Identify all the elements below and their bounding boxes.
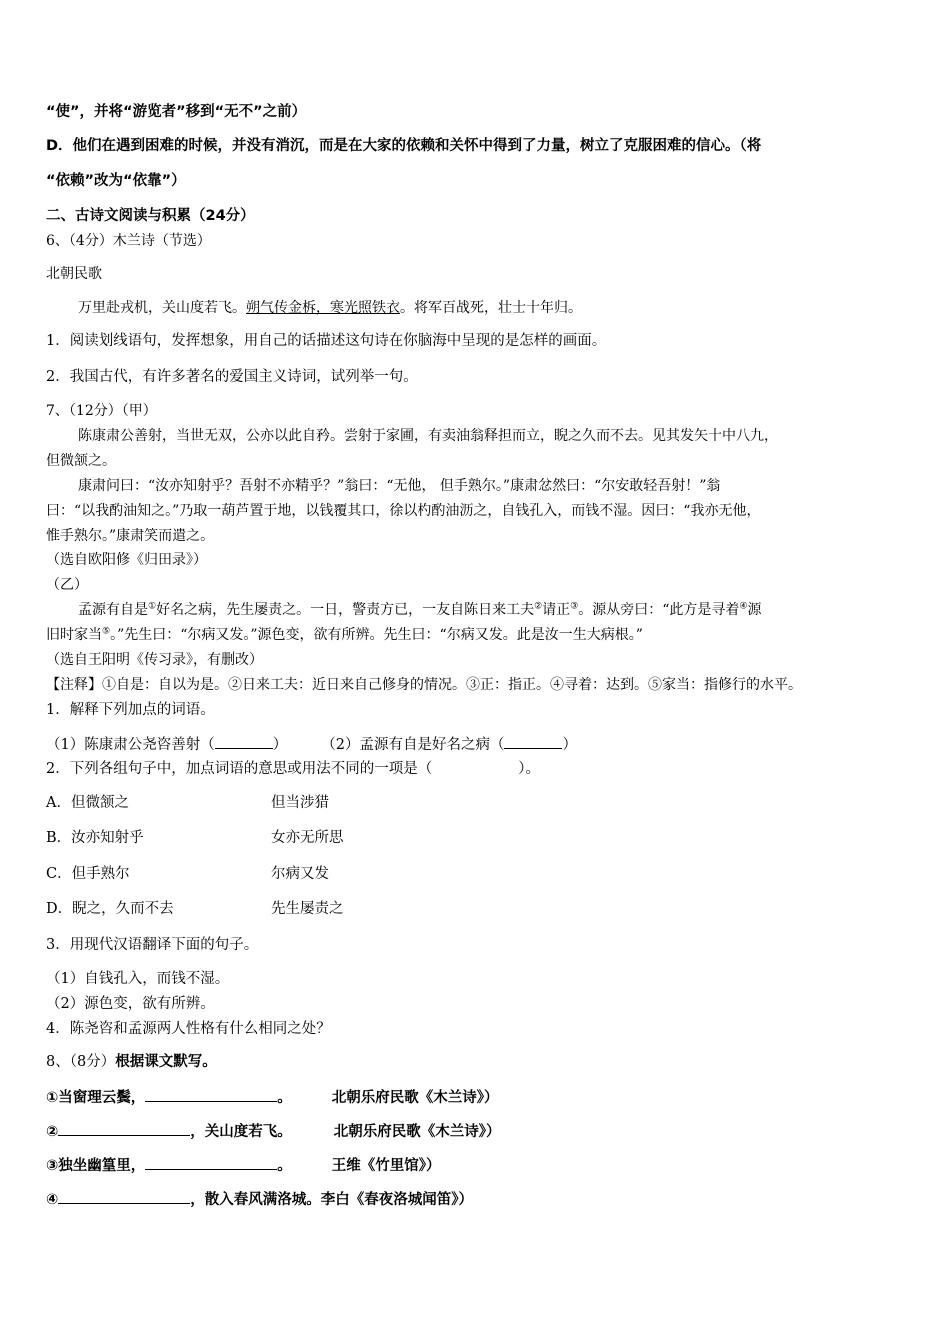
poem-text: 万里赴戎机，关山度若飞。 bbox=[78, 300, 246, 316]
q7-yi-p1-cont bbox=[46, 625, 910, 645]
q8-line1 bbox=[46, 1087, 910, 1108]
poem-text: 。将军百战死，壮士十年归。 bbox=[400, 300, 582, 316]
q7-sub4: 4．陈尧咨和孟源两人性格有什么相同之处？ bbox=[46, 1021, 331, 1037]
answer-blank[interactable] bbox=[145, 1155, 277, 1170]
option-right: 但当涉猎 bbox=[271, 795, 329, 811]
sub2-text: 2．下列各组句子中，加点词语的意思或用法不同的一项是（ bbox=[46, 761, 433, 777]
answer-blank[interactable] bbox=[215, 734, 273, 749]
dictation-text: 。 bbox=[277, 1090, 292, 1106]
dictation-text: ，散入春风满洛城。李白《春夜洛城闻笛》） bbox=[190, 1192, 474, 1208]
option-row bbox=[46, 828, 910, 848]
option-row bbox=[46, 793, 910, 813]
option-left: C．但手熟尔 bbox=[46, 866, 130, 882]
q7-sub3-b: （2）源色变，欲有所辨。 bbox=[46, 996, 215, 1012]
q8-title bbox=[46, 1052, 910, 1072]
q6-title: 6、（4分）木兰诗（节选） bbox=[46, 233, 211, 249]
q8-title-text: 根据课文默写。 bbox=[115, 1054, 217, 1070]
q7-sub3-a: （1）自钱孔入，而钱不湿。 bbox=[46, 971, 230, 987]
paren: ） bbox=[562, 737, 577, 753]
footnote-marker: ④ bbox=[739, 601, 748, 612]
sub1-item-a: （1）陈康肃公尧咨善射（ bbox=[46, 737, 215, 753]
q7-jia-source: （选自欧阳修《归田录》） bbox=[46, 552, 207, 568]
q8-line3 bbox=[46, 1155, 910, 1176]
answer-blank[interactable] bbox=[58, 1189, 190, 1204]
dictation-text: ④ bbox=[46, 1192, 59, 1208]
q7-jia-p2-cont2: 惟手熟尔。”康肃笑而遣之。 bbox=[46, 528, 215, 544]
q6-poem bbox=[78, 298, 910, 318]
poem-underlined-line: 朔气传金柝，寒光照铁衣 bbox=[246, 300, 400, 316]
q7-jia-p2-cont: 曰：“以我酌油知之。”乃取一葫芦置于地，以钱覆其口，徐以杓酌油沥之，自钱孔入，而钱不湿。因曰：“我亦无他， bbox=[46, 503, 761, 519]
q7-jia-p1: 陈康肃公善射，当世无双，公亦以此自矜。尝射于家圃，有卖油翁释担而立，睨之久而不去。见其发矢十中八九， bbox=[78, 428, 778, 444]
option-left: B．汝亦知射乎 bbox=[46, 830, 144, 846]
paren: ）。 bbox=[518, 761, 540, 777]
dictation-source: 北朝乐府民歌《木兰诗》） bbox=[331, 1090, 499, 1106]
yi-text: 旧时家当 bbox=[46, 627, 102, 643]
option-right: 尔病又发 bbox=[271, 866, 329, 882]
q7-sub3: 3．用现代汉语翻译下面的句子。 bbox=[46, 937, 259, 953]
q5-option-d: D．他们在遇到困难的时候，并没有消沉，而是在大家的依赖和关怀中得到了力量，树立了克服困难的信心。（将 bbox=[46, 138, 762, 154]
footnote-marker: ① bbox=[148, 601, 157, 612]
dictation-text: ③独坐幽篁里， bbox=[46, 1158, 146, 1174]
answer-blank[interactable] bbox=[145, 1087, 277, 1102]
q8-line4 bbox=[46, 1189, 910, 1210]
q6-sub1: 1．阅读划线语句，发挥想象，用自己的话描述这句诗在你脑海中呈现的是怎样的画面。 bbox=[46, 333, 607, 349]
q7-sub1-items bbox=[46, 734, 910, 755]
q7-yi-p1 bbox=[78, 600, 910, 620]
dictation-text: ② bbox=[46, 1124, 59, 1140]
q5-option-d-cont: “依赖”改为“依靠”） bbox=[46, 173, 186, 189]
section-heading: 二、古诗文阅读与积累（24分） bbox=[46, 208, 255, 224]
option-right: 女亦无所思 bbox=[271, 830, 344, 846]
sub1-item-b: （2）孟源有自是好名之病（ bbox=[321, 737, 505, 753]
option-row bbox=[46, 899, 910, 919]
q6-sub2: 2．我国古代，有许多著名的爱国主义诗词，试列举一句。 bbox=[46, 369, 418, 385]
option-left: D．睨之，久而不去 bbox=[46, 901, 174, 917]
q7-title: 7、（12分）（甲） bbox=[46, 403, 157, 419]
yi-text: 。”先生曰：“尔病又发。”源色变，欲有所辨。先生曰：“尔病又发。此是汝一生大病根。” bbox=[110, 627, 643, 643]
dictation-text: ①当窗理云鬓， bbox=[46, 1090, 146, 1106]
answer-blank[interactable] bbox=[504, 734, 562, 749]
option-row bbox=[46, 864, 910, 884]
q7-notes: 【注释】①自是：自以为是。②日来工夫：近日来自己修身的情况。③正：指正。④寻着：达到。⑤家当：指修行的水平。 bbox=[46, 677, 802, 693]
q7-sub2 bbox=[46, 759, 910, 779]
dictation-text: 。 bbox=[277, 1158, 292, 1174]
footnote-marker: ③ bbox=[570, 601, 579, 612]
q6-author: 北朝民歌 bbox=[46, 266, 102, 282]
q5-option-c-tail: “使”，并将“游览者”移到“无不”之前） bbox=[46, 104, 307, 120]
yi-text: 源 bbox=[747, 602, 762, 618]
q7-yi-source: （选自王阳明《传习录》，有删改） bbox=[46, 652, 263, 668]
yi-text: 孟源有自是 bbox=[78, 602, 148, 618]
q7-yi-label: （乙） bbox=[46, 577, 88, 593]
q7-jia-p2: 康肃问曰：“汝亦知射乎？吾射不亦精乎？”翁曰：“无他， 但手熟尔。”康肃忿然曰：“尔安敢轻吾射！”翁 bbox=[78, 478, 721, 494]
yi-text: 好名之病，先生屡责之。一日，警责方已，一友自陈日来工夫 bbox=[156, 602, 535, 618]
dictation-source: 北朝乐府民歌《木兰诗》） bbox=[333, 1124, 501, 1140]
answer-blank[interactable] bbox=[58, 1121, 190, 1136]
q8-line2 bbox=[46, 1121, 910, 1142]
dictation-source: 王维《竹里馆》） bbox=[331, 1158, 441, 1174]
paren: ） bbox=[272, 737, 288, 753]
footnote-marker: ② bbox=[534, 601, 543, 612]
dictation-text: ，关山度若飞。 bbox=[190, 1124, 292, 1140]
q7-jia-p1-cont: 但微颔之。 bbox=[46, 453, 116, 469]
option-left: A．但微颔之 bbox=[46, 795, 129, 811]
yi-text: 请正 bbox=[542, 602, 571, 618]
footnote-marker: ⑤ bbox=[102, 626, 111, 637]
option-right: 先生屡责之 bbox=[271, 901, 344, 917]
q8-title-score: 8、（8分） bbox=[46, 1054, 116, 1070]
yi-text: 。源从旁曰：“此方是寻着 bbox=[578, 602, 740, 618]
q7-sub1: 1．解释下列加点的词语。 bbox=[46, 702, 215, 718]
